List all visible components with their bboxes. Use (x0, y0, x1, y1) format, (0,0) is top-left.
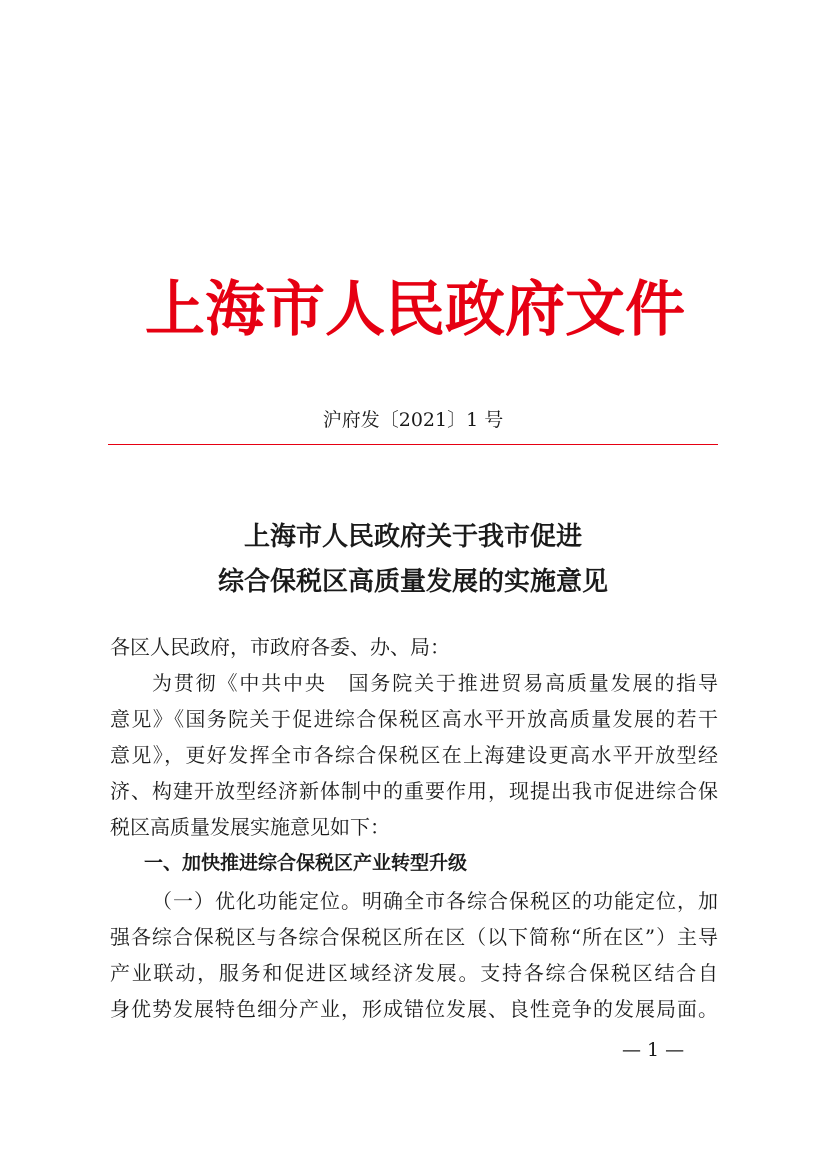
intro-line: 税区高质量发展实施意见如下： (110, 815, 390, 839)
para-line: 产业联动，服务和促进区域经济发展。支持各综合保税区结合自 (110, 961, 718, 985)
para-line: （一）优化功能定位。明确全市各综合保税区的功能定位，加 (152, 889, 718, 913)
salutation: 各区人民政府，市政府各委、办、局： (110, 635, 450, 659)
red-divider (108, 444, 718, 445)
intro-line: 济、构建开放型经济新体制中的重要作用，现提出我市促进综合保 (110, 779, 718, 803)
intro-line: 意见》，更好发挥全市各综合保税区在上海建设更高水平开放型经 (110, 743, 718, 767)
page-number: — 1 — (622, 1039, 685, 1061)
intro-line: 意见》《国务院关于促进综合保税区高水平开放高质量发展的若干 (110, 707, 718, 731)
document-masthead: 上海市人民政府文件 (145, 275, 685, 345)
para-line: 强各综合保税区与各综合保税区所在区（以下简称“所在区”）主导 (110, 925, 718, 949)
document-body (110, 629, 718, 1027)
section-heading: 一、加快推进综合保税区产业转型升级 (144, 852, 468, 874)
intro-line: 为贯彻《中共中央 国务院关于推进贸易高质量发展的指导 (152, 671, 718, 695)
document-number: 沪府发〔2021〕1 号 (322, 409, 504, 431)
headline-line-2: 综合保税区高质量发展的实施意见 (217, 567, 608, 597)
para-line: 身优势发展特色细分产业，形成错位发展、良性竞争的发展局面。 (110, 997, 718, 1021)
headline-line-1: 上海市人民政府关于我市促进 (243, 522, 582, 552)
